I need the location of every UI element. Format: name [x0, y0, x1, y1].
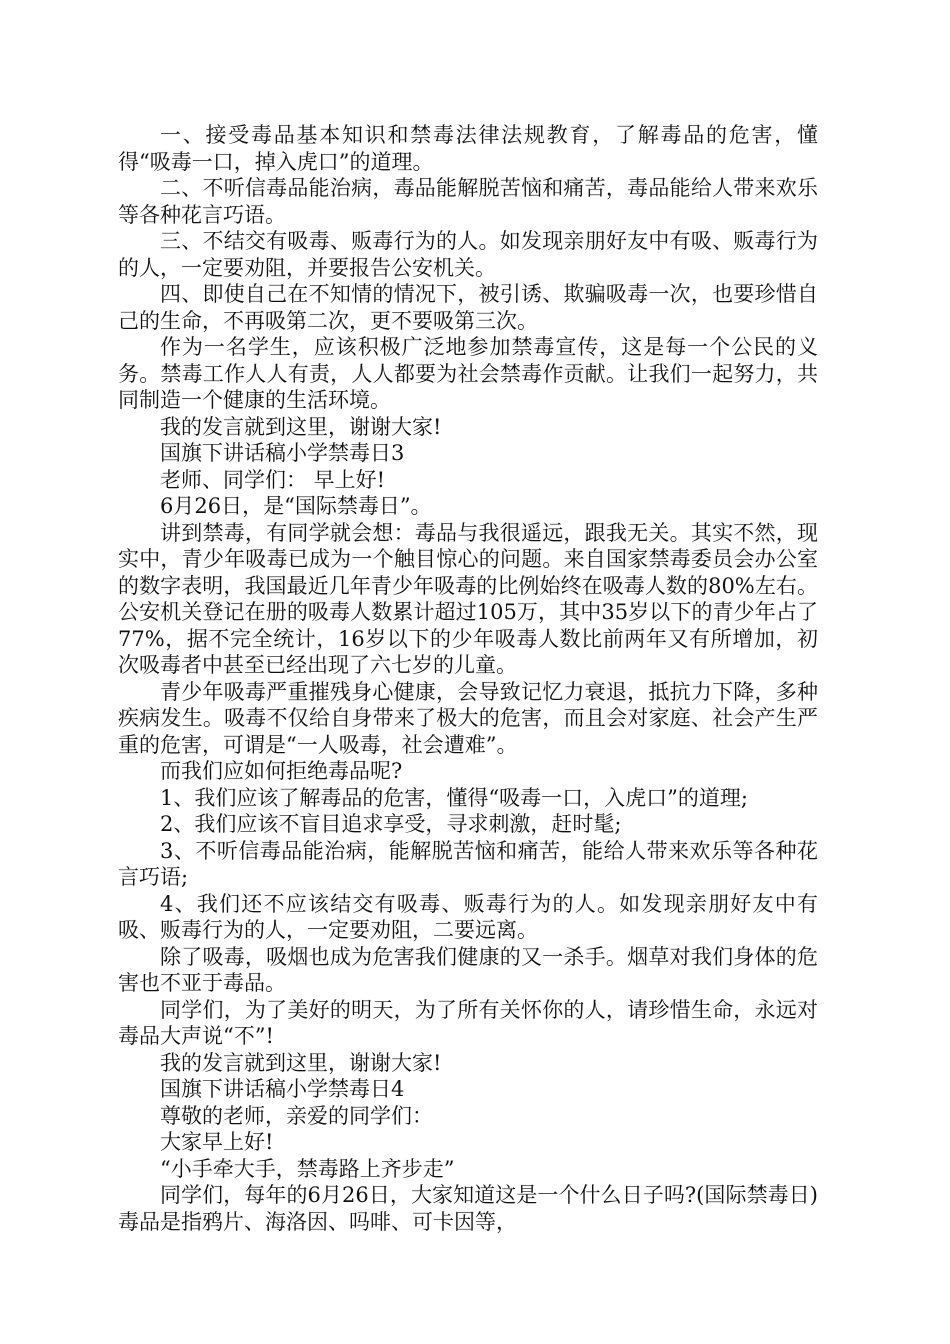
paragraph: 而我们应如何拒绝毒品呢? — [160, 759, 403, 783]
paragraph: 同学们，每年的6月26日，大家知道这是一个什么日子吗?(国际禁毒日)毒品是指鸦片、海洛因、吗啡、可卡因等， — [118, 1183, 818, 1234]
document-body — [118, 122, 818, 1235]
greeting: 大家早上好! — [160, 1130, 274, 1154]
greeting: 老师、同学们： 早上好! — [160, 467, 386, 492]
list-item: 4、我们还不应该结交有吸毒、贩毒行为的人。如发现亲朋好友中有吸、贩毒行为的人，一定要劝阻，二要远离。 — [118, 891, 818, 942]
paragraph: 作为一名学生，应该积极广泛地参加禁毒宣传，这是每一个公民的义务。禁毒工作人人有责，人人都要为社会禁毒作贡献。让我们一起努力，共同制造一个健康的生活环境。 — [118, 335, 818, 412]
section-heading: 国旗下讲话稿小学禁毒日4 — [160, 1077, 405, 1101]
paragraph: 6月26日，是“国际禁毒日”。 — [160, 494, 432, 518]
paragraph: 我的发言就到这里，谢谢大家! — [160, 1050, 442, 1075]
list-item: 1、我们应该了解毒品的危害，懂得“吸毒一口，入虎口”的道理; — [160, 785, 748, 810]
paragraph: 讲到禁毒，有同学就会想：毒品与我很遥远，跟我无关。其实不然，现实中，青少年吸毒已成为一个触目惊心的问题。来自国家禁毒委员会办公室的数字表明，我国最近几年青少年吸毒的比例始终在吸毒人数的80%左右。公安机关登记在册的吸毒人数累计超过105万，其中35岁以下的青少年占了77%，据不完全统计，16岁以下的少年吸毒人数比前两年又有所增加，初次吸毒者中甚至已经出现了六七岁的儿童。 — [118, 520, 818, 677]
list-item: 2、我们应该不盲目追求享受，寻求刺激，赶时髦; — [160, 812, 622, 836]
paragraph: 青少年吸毒严重摧残身心健康，会导致记忆力衰退，抵抗力下降，多种疾病发生。吸毒不仅给自身带来了极大的危害，而且会对家庭、社会产生严重的危害，可谓是“一人吸毒，社会遭难”。 — [118, 679, 818, 757]
paragraph: 同学们，为了美好的明天，为了所有关怀你的人，请珍惜生命，永远对毒品大声说“不”! — [118, 997, 818, 1048]
greeting: 尊敬的老师，亲爱的同学们： — [160, 1103, 433, 1128]
slogan: “小手牵大手，禁毒路上齐步走” — [160, 1156, 455, 1181]
paragraph: 一、接受毒品基本知识和禁毒法律法规教育，了解毒品的危害，懂得“吸毒一口，掉入虎口”的道理。 — [118, 123, 818, 174]
paragraph: 我的发言就到这里，谢谢大家! — [160, 414, 442, 439]
paragraph: 四、即使自己在不知情的情况下，被引诱、欺骗吸毒一次，也要珍惜自己的生命，不再吸第二次，更不要吸第三次。 — [118, 282, 818, 333]
list-item: 3、不听信毒品能治病，能解脱苦恼和痛苦，能给人带来欢乐等各种花言巧语; — [118, 838, 818, 889]
paragraph: 除了吸毒，吸烟也成为危害我们健康的又一杀手。烟草对我们身体的危害也不亚于毒品。 — [118, 944, 818, 995]
section-heading: 国旗下讲话稿小学禁毒日3 — [160, 441, 405, 465]
paragraph: 三、不结交有吸毒、贩毒行为的人。如发现亲朋好友中有吸、贩毒行为的人，一定要劝阻，并要报告公安机关。 — [118, 229, 818, 280]
paragraph: 二、不听信毒品能治病，毒品能解脱苦恼和痛苦，毒品能给人带来欢乐等各种花言巧语。 — [118, 176, 818, 227]
